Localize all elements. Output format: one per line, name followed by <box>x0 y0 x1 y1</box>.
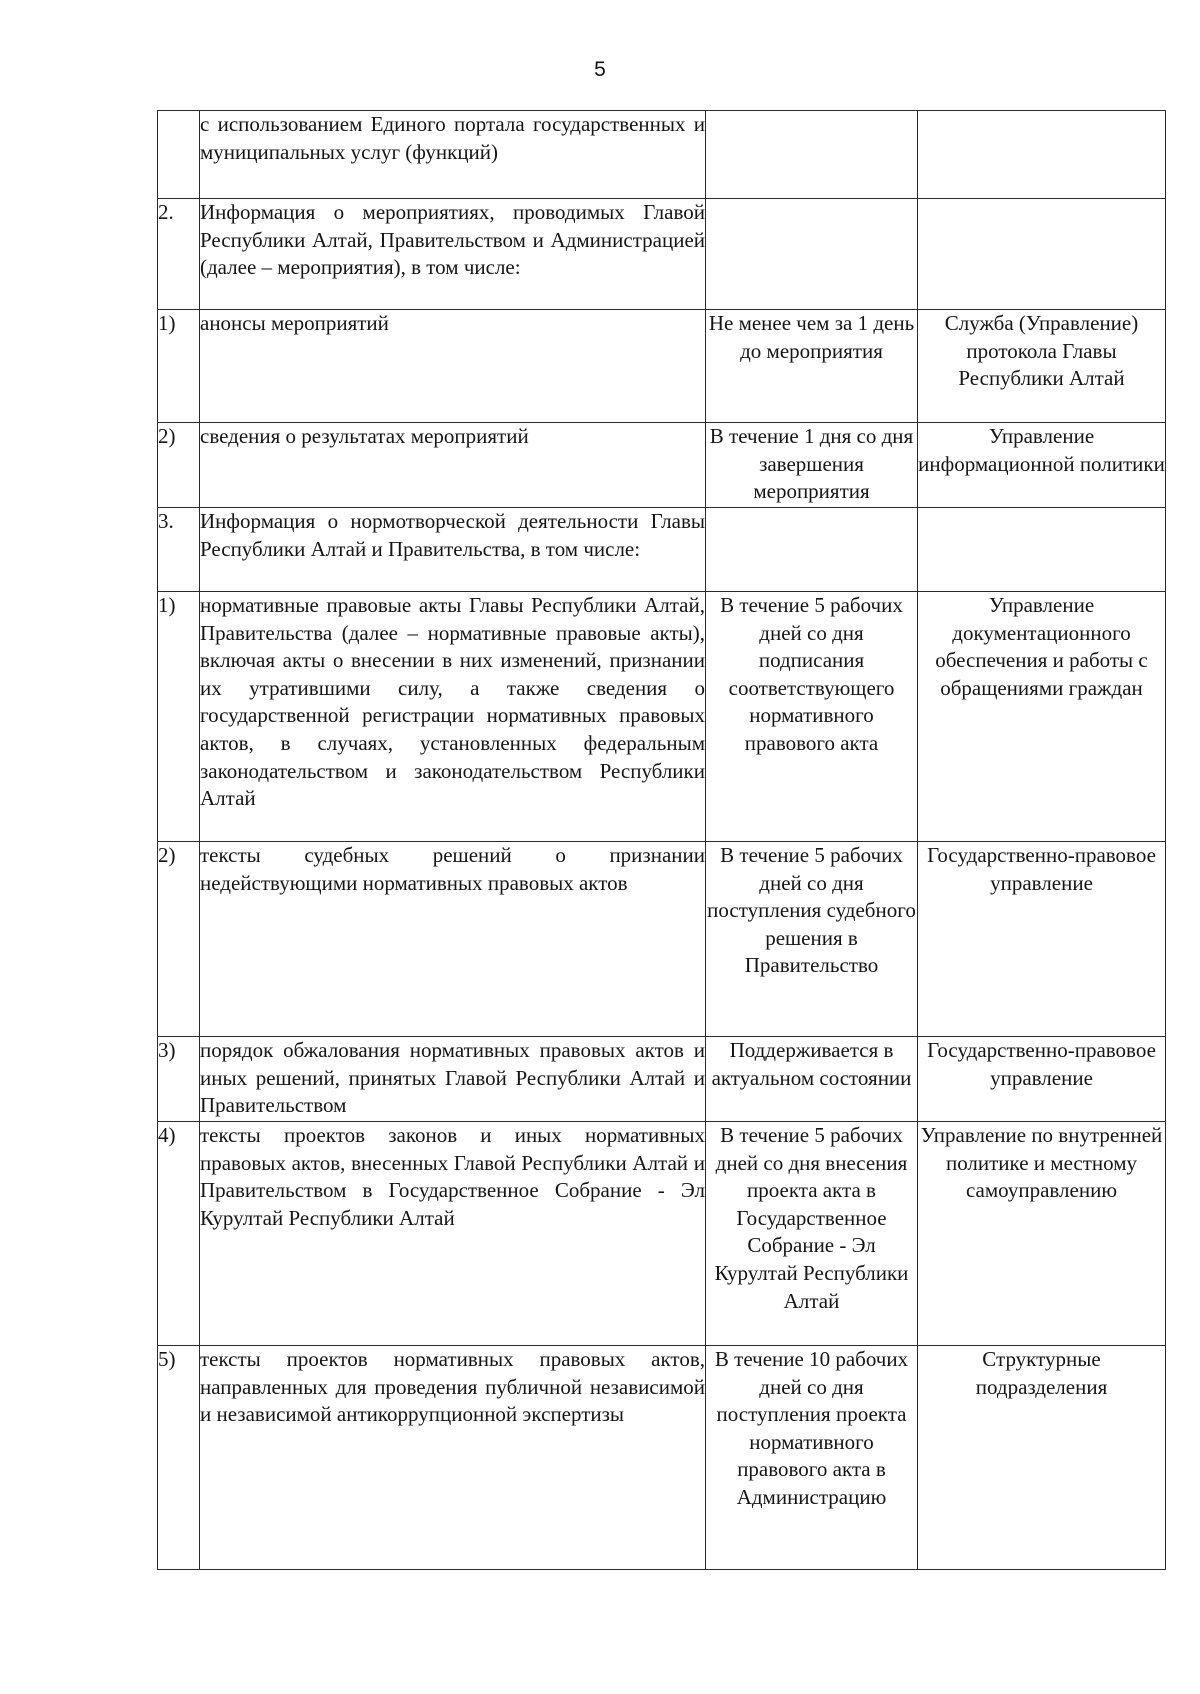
row-number: 5) <box>158 1346 200 1570</box>
row-responsible <box>918 199 1166 310</box>
row-description: тексты проектов нормативных правовых актов, направленных для проведения публичной независимой и независимой антикоррупционной экспертизы <box>200 1346 706 1570</box>
row-responsible: Управление документационного обеспечения и работы с обращениями граждан <box>918 592 1166 842</box>
row-deadline: Поддерживается в актуальном состоянии <box>706 1037 918 1122</box>
table-row <box>158 842 1166 1037</box>
table-row <box>158 1037 1166 1122</box>
row-number: 1) <box>158 310 200 423</box>
information-table <box>157 110 1166 1570</box>
row-description: сведения о результатах мероприятий <box>200 423 706 508</box>
table-row <box>158 508 1166 592</box>
page-number: 5 <box>594 58 606 81</box>
row-responsible: Государственно-правовое управление <box>918 1037 1166 1122</box>
row-description: нормативные правовые акты Главы Республики Алтай, Правительства (далее – нормативные правовые акты), включая акты о внесении в них изменений, признании их утратившими силу, а также сведения о государственной регистрации нормативных правовых актов, в случаях, установленных федеральным законодательством и законодательством Республики Алтай <box>200 592 706 842</box>
row-deadline: В течение 1 дня со дня завершения мероприятия <box>706 423 918 508</box>
row-deadline: В течение 5 рабочих дней со дня внесения проекта акта в Государственное Собрание - Эл Курултай Республики Алтай <box>706 1122 918 1346</box>
row-number: 3. <box>158 508 200 592</box>
row-number: 4) <box>158 1122 200 1346</box>
table-row <box>158 199 1166 310</box>
table-row <box>158 423 1166 508</box>
table-row <box>158 1346 1166 1570</box>
row-responsible: Управление по внутренней политике и местному самоуправлению <box>918 1122 1166 1346</box>
table-row <box>158 1122 1166 1346</box>
row-deadline: В течение 5 рабочих дней со дня поступления судебного решения в Правительство <box>706 842 918 1037</box>
row-description: Информация о мероприятиях, проводимых Главой Республики Алтай, Правительством и Администрацией (далее – мероприятия), в том числе: <box>200 199 706 310</box>
row-deadline <box>706 111 918 199</box>
row-responsible: Государственно-правовое управление <box>918 842 1166 1037</box>
row-number: 3) <box>158 1037 200 1122</box>
row-description: Информация о нормотворческой деятельности Главы Республики Алтай и Правительства, в том числе: <box>200 508 706 592</box>
row-description: тексты проектов законов и иных нормативных правовых актов, внесенных Главой Республики Алтай и Правительством в Государственное Собрание - Эл Курултай Республики Алтай <box>200 1122 706 1346</box>
row-number: 2) <box>158 842 200 1037</box>
row-responsible <box>918 508 1166 592</box>
row-responsible: Структурные подразделения <box>918 1346 1166 1570</box>
row-number: 2) <box>158 423 200 508</box>
row-deadline <box>706 508 918 592</box>
row-deadline: В течение 10 рабочих дней со дня поступления проекта нормативного правового акта в Администрацию <box>706 1346 918 1570</box>
table-row <box>158 310 1166 423</box>
row-deadline <box>706 199 918 310</box>
row-deadline: Не менее чем за 1 день до мероприятия <box>706 310 918 423</box>
row-description: порядок обжалования нормативных правовых актов и иных решений, принятых Главой Республики Алтай и Правительством <box>200 1037 706 1122</box>
row-number <box>158 111 200 199</box>
row-description: с использованием Единого портала государственных и муниципальных услуг (функций) <box>200 111 706 199</box>
row-responsible <box>918 111 1166 199</box>
row-description: анонсы мероприятий <box>200 310 706 423</box>
row-description: тексты судебных решений о признании недействующими нормативных правовых актов <box>200 842 706 1037</box>
row-deadline: В течение 5 рабочих дней со дня подписания соответствующего нормативного правового акта <box>706 592 918 842</box>
table-row <box>158 111 1166 199</box>
row-number: 2. <box>158 199 200 310</box>
table-row <box>158 592 1166 842</box>
row-responsible: Управление информационной политики <box>918 423 1166 508</box>
row-responsible: Служба (Управление) протокола Главы Республики Алтай <box>918 310 1166 423</box>
row-number: 1) <box>158 592 200 842</box>
